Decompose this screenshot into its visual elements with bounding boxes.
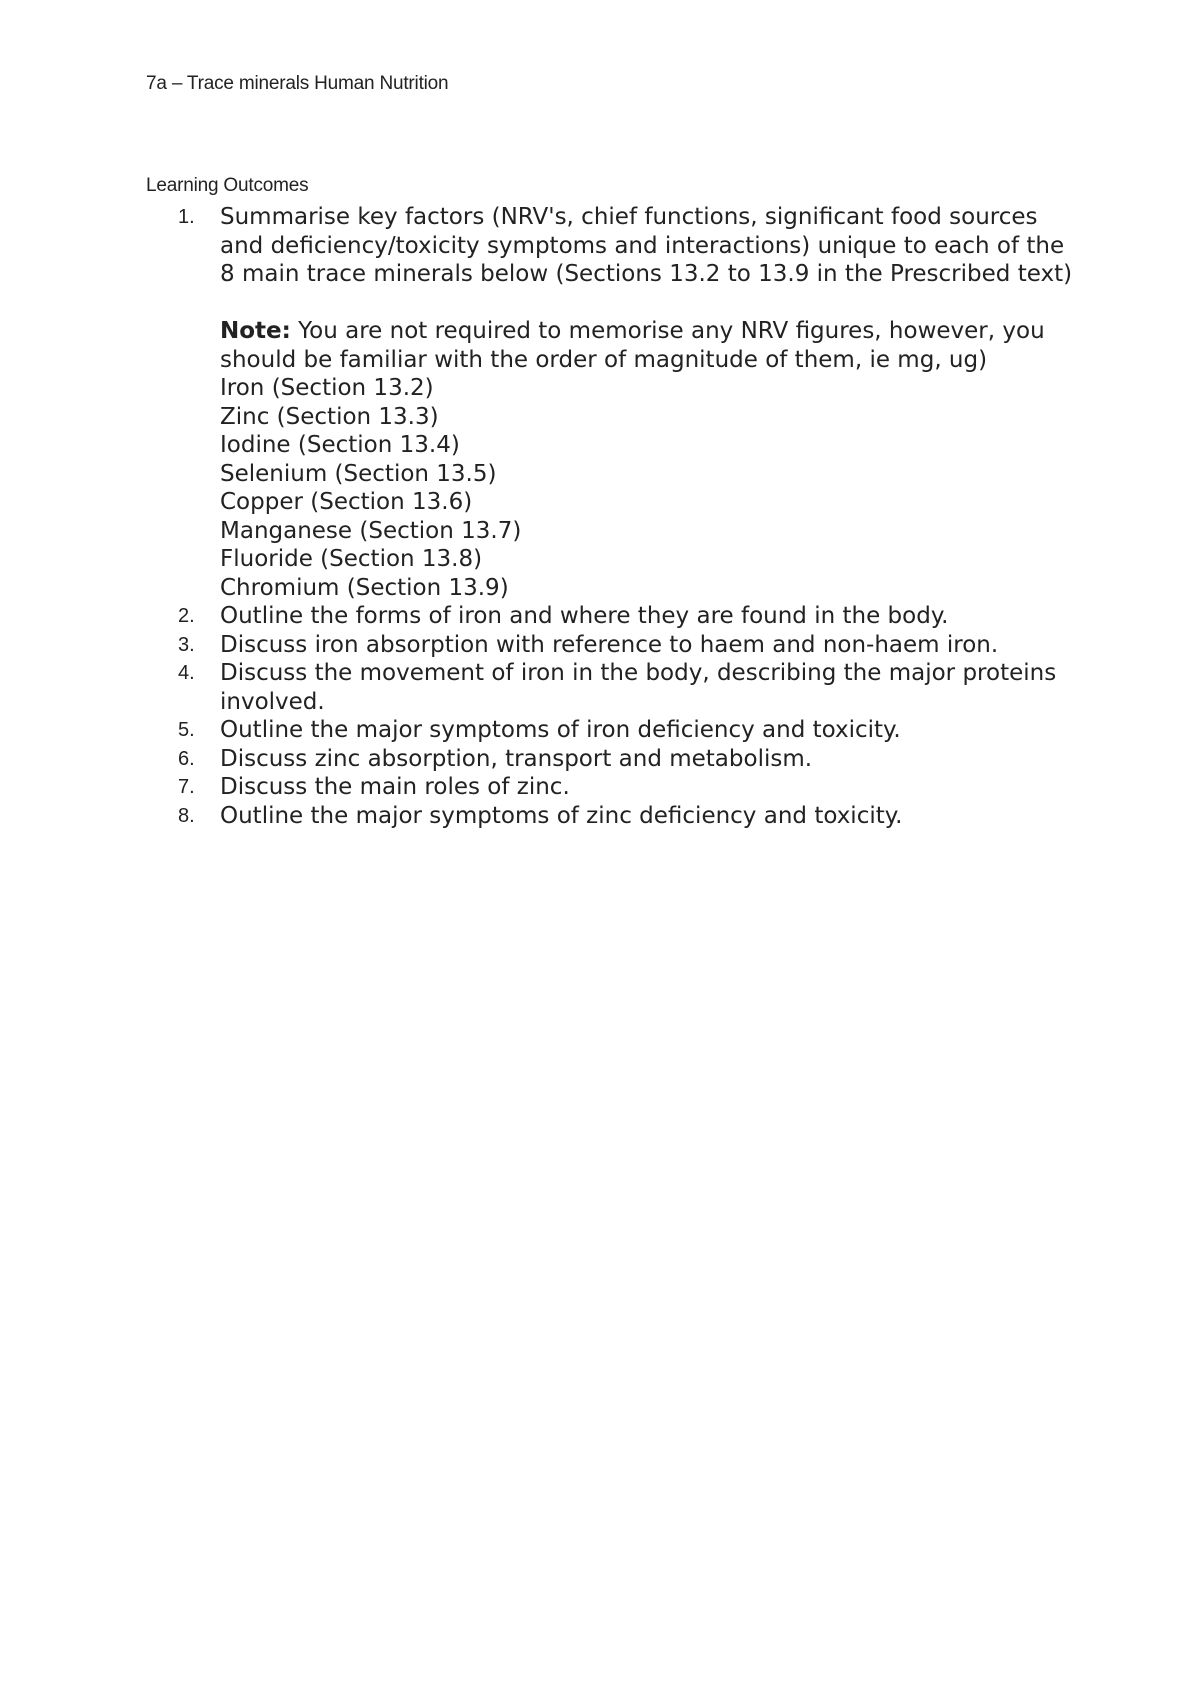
outcome-number: 3. (178, 633, 195, 656)
note-label: Note: (220, 318, 291, 344)
outcome-text: Outline the major symptoms of iron deficiency and toxicity. (220, 717, 901, 743)
outcome-number: 6. (178, 747, 195, 770)
outcome-item (178, 659, 1078, 716)
outcome-number: 7. (178, 776, 195, 798)
outcome-text: Discuss zinc absorption, transport and metabolism. (220, 745, 813, 772)
mineral-list (220, 374, 1078, 602)
outcome-text: Discuss iron absorption with reference to haem and non-haem iron. (220, 631, 999, 658)
outcome-body (220, 203, 1078, 602)
outcome-text: Outline the major symptoms of zinc deficiency and toxicity. (220, 802, 903, 829)
page-header: 7a – Trace minerals Human Nutrition (146, 73, 449, 94)
outcome-item (178, 802, 1078, 831)
learning-outcomes-list (178, 203, 1078, 830)
mineral-item-iodine: Iodine (Section 13.4) (220, 432, 460, 458)
outcome-text: Outline the forms of iron and where they are found in the body. (220, 603, 949, 629)
outcome-text: Discuss the main roles of zinc. (220, 774, 570, 800)
mineral-item-zinc: Zinc (Section 13.3) (220, 403, 439, 430)
note-block (220, 317, 1078, 374)
note-text: You are not required to memorise any NRV figures, however, you should be familiar with the order of magnitude of them, ie mg, ug) (220, 318, 1045, 373)
outcome-item (178, 602, 1078, 631)
mineral-item-iron: Iron (Section 13.2) (220, 375, 434, 401)
outcome-item (178, 203, 1078, 602)
outcome-item (178, 631, 1078, 660)
outcome-text: Discuss the movement of iron in the body, describing the major proteins involved. (220, 660, 1057, 715)
outcome-number: 5. (178, 719, 195, 741)
outcome-text: Summarise key factors (NRV's, chief functions, significant food sources and deficiency/toxicity symptoms and interactions) unique to each of the 8 main trace minerals below (Sections 13.2 to 13.9 in the Prescribed text) (220, 204, 1073, 287)
outcome-number: 2. (178, 605, 195, 627)
outcome-number: 1. (178, 206, 195, 228)
mineral-item-copper: Copper (Section 13.6) (220, 489, 473, 515)
outcome-number: 4. (178, 662, 195, 684)
outcome-item (178, 745, 1078, 774)
mineral-item-fluoride: Fluoride (Section 13.8) (220, 546, 483, 572)
outcome-item (178, 773, 1078, 802)
section-heading: Learning Outcomes (146, 175, 309, 196)
outcome-number: 8. (178, 804, 195, 827)
mineral-item-chromium: Chromium (Section 13.9) (220, 574, 509, 601)
mineral-item-manganese: Manganese (Section 13.7) (220, 517, 522, 544)
outcome-item (178, 716, 1078, 745)
mineral-item-selenium: Selenium (Section 13.5) (220, 460, 497, 487)
